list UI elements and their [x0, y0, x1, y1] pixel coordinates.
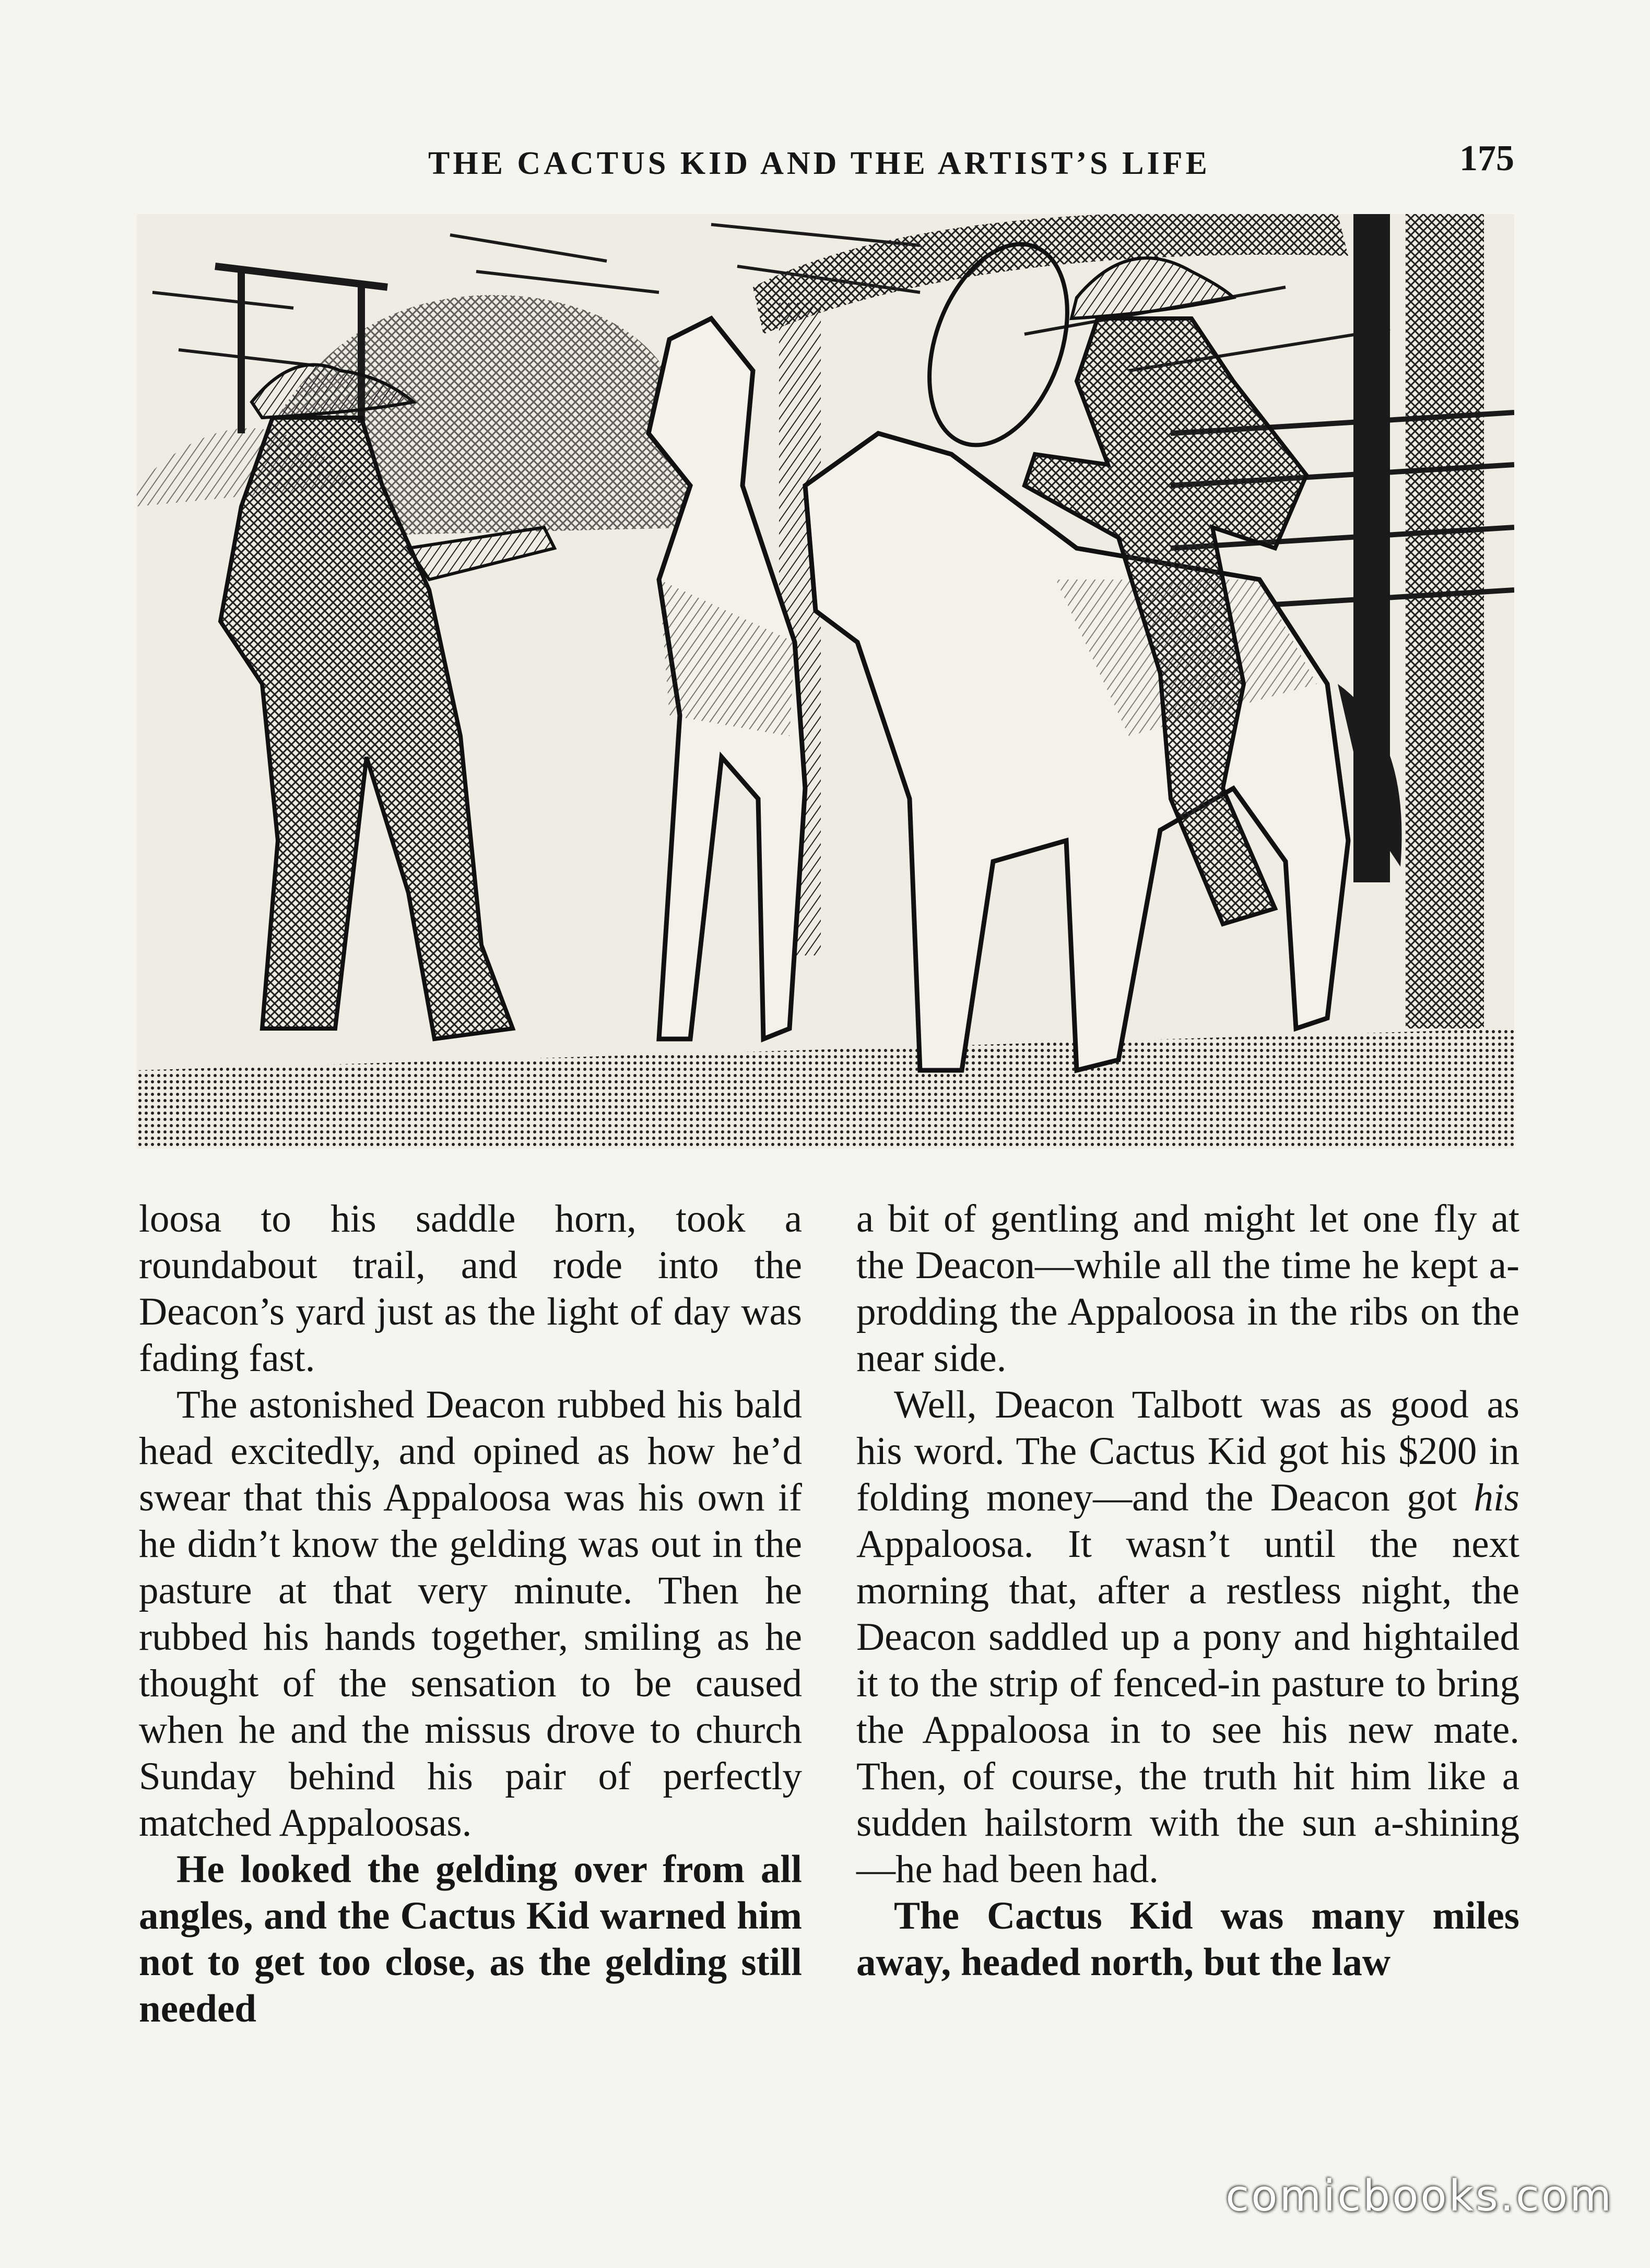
running-head: [157, 138, 1546, 192]
paragraph-left-3: He looked the gelding over from all angles, and the Cactus Kid warned him not to get too close, as the gelding still needed: [139, 1848, 802, 2030]
paragraph-right-2-end: Appaloosa. It wasn’t until the next morning that, after a restless night, the Deacon saddled up a pony and hightailed it to the strip of fenced-in pasture to bring the Appaloosa in to see his new mate. Then, of course, the truth hit him like a sudden hailstorm with the sun a-shining—he had been had.: [856, 1522, 1519, 1891]
paragraph-right-2: [856, 1381, 1519, 1893]
illustration: [137, 214, 1514, 1149]
watermark: comicbooks.com: [1225, 2171, 1613, 2221]
paragraph-right-1: a bit of gentling and might let one fly at the Deacon—while all the time he kept a-prodding the Appaloosa in the ribs on the near side.: [856, 1197, 1519, 1380]
text-column-left: [139, 1196, 802, 2130]
text-column-right: [856, 1196, 1519, 2130]
fence-post: [1406, 214, 1484, 1029]
ground-shadow: [137, 1029, 1514, 1149]
paragraph-right-3: The Cactus Kid was many miles away, headed north, but the law: [856, 1894, 1519, 1984]
gate-beam: [753, 214, 1348, 334]
page-number: 175: [1459, 138, 1514, 179]
paragraph-left-2: The astonished Deacon rubbed his bald head excitedly, and opined as how he’d swear that this Appaloosa was his own if he didn’t know the gelding was out in the pasture at that very minute. Then he rubbed his hands together, smiling as he thought of the sensation to be caused when he and the missus drove to church Sunday behind his pair of perfectly matched Appaloosas.: [139, 1383, 802, 1845]
illustration-drawing: [137, 214, 1514, 1149]
running-title: THE CACTUS KID AND THE ARTIST’S LIFE: [428, 146, 1210, 181]
paragraph-left-1: loosa to his saddle horn, took a roundabout trail, and rode into the Deacon’s yard just as the light of day was fading fast.: [139, 1197, 802, 1380]
paragraph-right-2-start: Well, Deacon Talbott was as good as his word. The Cactus Kid got his $200 in folding money—and the Deacon got: [856, 1383, 1519, 1519]
paragraph-right-2-emphasis: his: [1474, 1476, 1519, 1519]
